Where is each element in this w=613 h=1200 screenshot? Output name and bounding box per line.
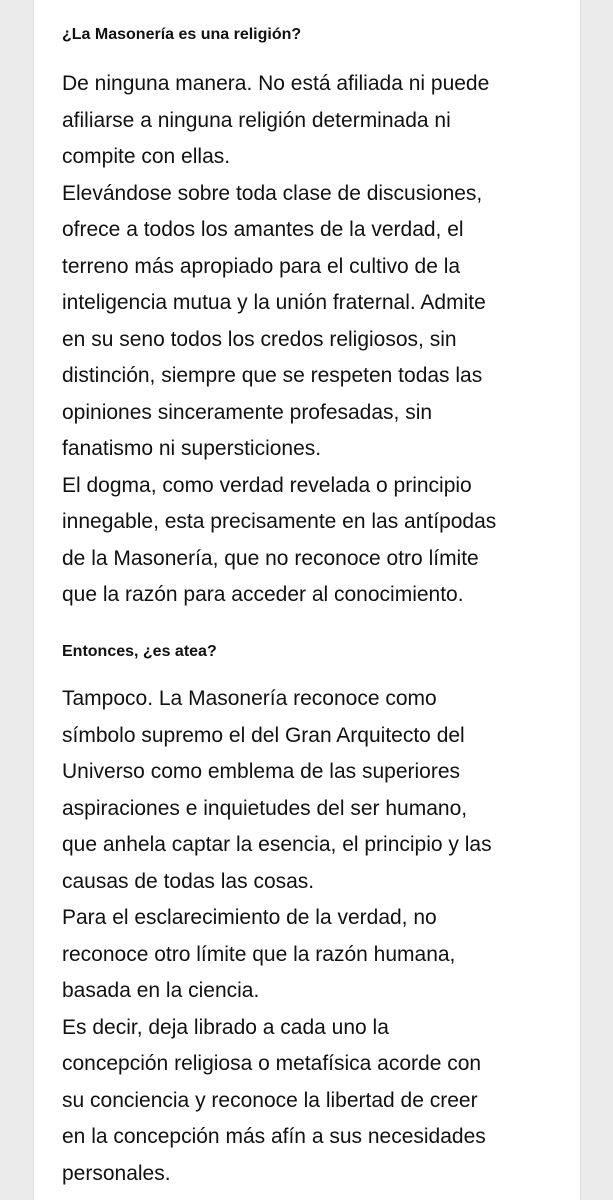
- answer-religion: [62, 66, 562, 614]
- text-line: Universo como emblema de las superiores: [62, 760, 461, 783]
- text-line: De ninguna manera. No está afiliada ni puede: [62, 72, 490, 95]
- text-line: aspiraciones e inquietudes del ser humano,: [62, 796, 468, 820]
- text-line: reconoce otro límite que la razón humana,: [62, 942, 456, 966]
- text-line: que la razón para acceder al conocimiento.: [62, 583, 464, 606]
- text-line: Es decir, deja librado a cada uno la: [62, 1015, 389, 1039]
- paragraph: [62, 66, 562, 176]
- question-heading-religion: ¿La Masonería es una religión?: [62, 26, 302, 43]
- text-line: causas de todas las cosas.: [62, 869, 315, 893]
- text-line: inteligencia mutua y la unión fraternal. Admite: [62, 291, 486, 314]
- paragraph: [62, 468, 562, 614]
- text-line: en la concepción más afín a sus necesidades: [62, 1125, 486, 1148]
- paragraph: [62, 681, 562, 900]
- text-line: compite con ellas.: [62, 145, 231, 168]
- text-line: fanatismo ni supersticiones.: [62, 437, 322, 460]
- text-line: concepción religiosa o metafísica acorde con: [62, 1052, 482, 1075]
- text-line: su conciencia y reconoce la libertad de creer: [62, 1088, 478, 1112]
- question-heading-atheism: Entonces, ¿es atea?: [62, 643, 217, 660]
- text-line: terreno más apropiado para el cultivo de la: [62, 254, 461, 278]
- text-line: en su seno todos los credos religiosos, sin: [62, 327, 457, 351]
- document-page: [33, 0, 581, 1200]
- text-line: Para el esclarecimiento de la verdad, no: [62, 906, 437, 929]
- text-line: personales.: [62, 1161, 171, 1185]
- text-line: que anhela captar la esencia, el principio y las: [62, 833, 492, 856]
- paragraph: [62, 176, 562, 468]
- paragraph: [62, 900, 562, 1010]
- text-line: Tampoco. La Masonería reconoce como: [62, 687, 437, 710]
- text-line: Elevándose sobre toda clase de discusiones,: [62, 181, 483, 205]
- text-line: ofrece a todos los amantes de la verdad, el: [62, 218, 464, 241]
- text-line: innegable, esta precisamente en las antípodas: [62, 510, 497, 533]
- answer-atheism: [62, 681, 562, 1192]
- text-line: basada en la ciencia.: [62, 979, 260, 1002]
- paragraph: [62, 1010, 562, 1193]
- text-line: El dogma, como verdad revelada o principio: [62, 473, 472, 497]
- text-line: afiliarse a ninguna religión determinada ni: [62, 108, 451, 132]
- text-line: símbolo supremo el del Gran Arquitecto del: [62, 723, 465, 747]
- text-line: de la Masonería, que no reconoce otro límite: [62, 546, 479, 570]
- text-line: distinción, siempre que se respeten todas las: [62, 364, 483, 387]
- text-line: opiniones sinceramente profesadas, sin: [62, 400, 433, 424]
